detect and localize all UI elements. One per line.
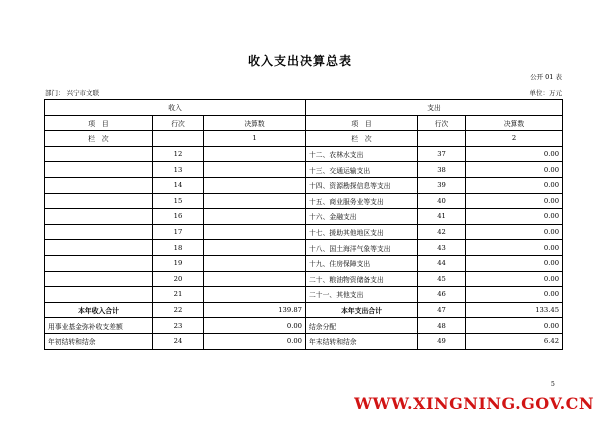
expense-item: 结余分配	[306, 318, 418, 334]
income-amount	[204, 255, 306, 271]
income-row-number: 15	[153, 193, 204, 209]
income-row-number: 17	[153, 224, 204, 240]
unit-label: 单位：万元	[529, 89, 562, 97]
table-row	[45, 162, 563, 178]
table-row	[45, 271, 563, 287]
expense-item-header: 项 目	[306, 115, 418, 131]
income-amount	[204, 224, 306, 240]
income-row-number: 20	[153, 271, 204, 287]
expense-item: 二十一、其他支出	[306, 287, 418, 303]
expense-column-label: 栏 次	[306, 131, 418, 147]
expense-item: 十五、商业服务业等支出	[306, 193, 418, 209]
income-item	[45, 271, 153, 287]
income-amount	[204, 162, 306, 178]
income-item	[45, 193, 153, 209]
income-row-number: 12	[153, 146, 204, 162]
expense-amount: 0.00	[466, 271, 563, 287]
column-index-row	[45, 131, 563, 147]
expense-column-rowno	[418, 131, 466, 147]
expense-row-number: 38	[418, 162, 466, 178]
page-title: 收入支出决算总表	[247, 54, 352, 68]
expense-item: 年末结转和结余	[306, 333, 418, 349]
expense-amount: 0.00	[466, 162, 563, 178]
income-amount	[204, 271, 306, 287]
expense-row-number: 39	[418, 177, 466, 193]
expense-row-number: 40	[418, 193, 466, 209]
expense-amount: 6.42	[466, 333, 563, 349]
income-item	[45, 177, 153, 193]
income-item	[45, 224, 153, 240]
expense-total-amount: 133.45	[466, 302, 563, 318]
expense-row-number: 49	[418, 333, 466, 349]
income-row-number: 14	[153, 177, 204, 193]
expense-amount: 0.00	[466, 177, 563, 193]
expense-total-row-number: 47	[418, 302, 466, 318]
table-row	[45, 209, 563, 225]
income-item	[45, 240, 153, 256]
income-item	[45, 255, 153, 271]
income-amount	[204, 146, 306, 162]
income-row-number: 24	[153, 333, 204, 349]
income-amount: 0.00	[204, 333, 306, 349]
department-label: 部门： 兴宁市文联	[45, 89, 100, 97]
expense-row-number: 37	[418, 146, 466, 162]
expense-item: 十九、住房保障支出	[306, 255, 418, 271]
expense-row-number: 43	[418, 240, 466, 256]
expense-row-number: 42	[418, 224, 466, 240]
income-amount	[204, 177, 306, 193]
page-number: 5	[551, 381, 555, 388]
expense-amount: 0.00	[466, 209, 563, 225]
income-row-number: 16	[153, 209, 204, 225]
expense-section-header: 支出	[306, 100, 563, 116]
expense-item: 十七、援助其他地区支出	[306, 224, 418, 240]
income-amount	[204, 209, 306, 225]
section-header-row	[45, 100, 563, 116]
income-item	[45, 146, 153, 162]
expense-amount: 0.00	[466, 240, 563, 256]
income-row-number: 23	[153, 318, 204, 334]
income-row-number: 18	[153, 240, 204, 256]
income-amount	[204, 240, 306, 256]
expense-item: 二十、粮油物资储备支出	[306, 271, 418, 287]
expense-item: 十六、金融支出	[306, 209, 418, 225]
income-item: 用事业基金弥补收支差额	[45, 318, 153, 334]
expense-row-number: 44	[418, 255, 466, 271]
income-row-number: 21	[153, 287, 204, 303]
income-total-row-number: 22	[153, 302, 204, 318]
income-row-number: 19	[153, 255, 204, 271]
expense-amount: 0.00	[466, 318, 563, 334]
expense-rowno-header: 行次	[418, 115, 466, 131]
income-amount	[204, 287, 306, 303]
income-item	[45, 287, 153, 303]
income-row-number: 13	[153, 162, 204, 178]
form-number: 公开 01 表	[530, 73, 562, 81]
table-row	[45, 240, 563, 256]
income-item	[45, 209, 153, 225]
income-expense-table	[44, 99, 563, 350]
income-item-header: 项 目	[45, 115, 153, 131]
expense-amount: 0.00	[466, 146, 563, 162]
income-rowno-header: 行次	[153, 115, 204, 131]
expense-item: 十二、农林水支出	[306, 146, 418, 162]
table-row	[45, 255, 563, 271]
income-total-label: 本年收入合计	[45, 302, 153, 318]
expense-column-index: 2	[466, 131, 563, 147]
expense-amount: 0.00	[466, 224, 563, 240]
table-row	[45, 333, 563, 349]
income-amount	[204, 193, 306, 209]
income-item	[45, 162, 153, 178]
expense-amount: 0.00	[466, 255, 563, 271]
site-watermark[interactable]: WWW.XINGNING.GOV.CN	[354, 394, 594, 413]
table-row	[45, 318, 563, 334]
table-row	[45, 177, 563, 193]
income-amount-header: 决算数	[204, 115, 306, 131]
income-item: 年初结转和结余	[45, 333, 153, 349]
expense-amount: 0.00	[466, 193, 563, 209]
expense-total-label: 本年支出合计	[306, 302, 418, 318]
totals-row	[45, 302, 563, 318]
table-row	[45, 193, 563, 209]
expense-row-number: 48	[418, 318, 466, 334]
expense-row-number: 41	[418, 209, 466, 225]
expense-row-number: 46	[418, 287, 466, 303]
table-row	[45, 287, 563, 303]
expense-item: 十四、资源勘探信息等支出	[306, 177, 418, 193]
income-column-index: 1	[204, 131, 306, 147]
income-total-amount: 139.87	[204, 302, 306, 318]
expense-amount-header: 决算数	[466, 115, 563, 131]
expense-item: 十八、国土海洋气象等支出	[306, 240, 418, 256]
income-column-label: 栏 次	[45, 131, 153, 147]
expense-row-number: 45	[418, 271, 466, 287]
expense-amount: 0.00	[466, 287, 563, 303]
column-header-row	[45, 115, 563, 131]
income-section-header: 收入	[45, 100, 306, 116]
income-amount: 0.00	[204, 318, 306, 334]
income-column-rowno	[153, 131, 204, 147]
table-row	[45, 146, 563, 162]
table-row	[45, 224, 563, 240]
expense-item: 十三、交通运输支出	[306, 162, 418, 178]
